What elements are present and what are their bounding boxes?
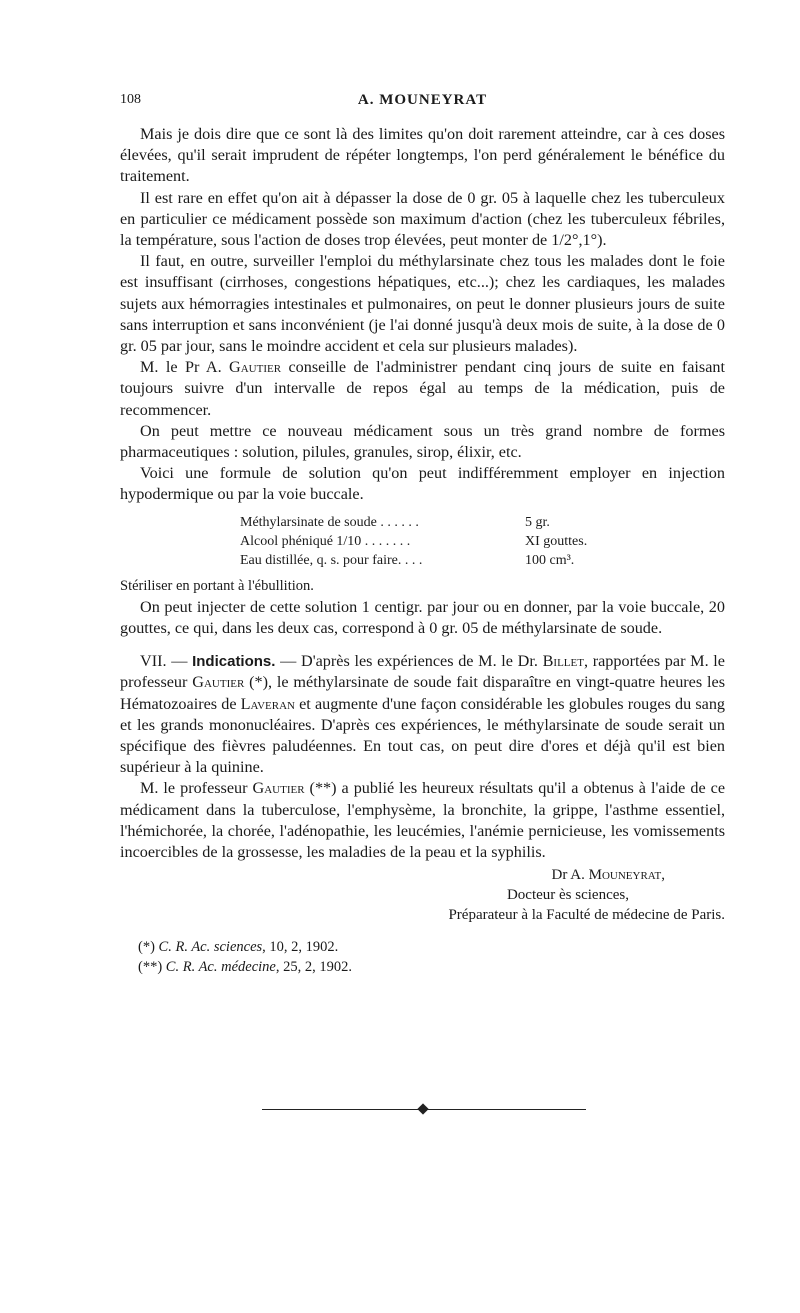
signature-name: Dr A. Mouneyrat,	[551, 867, 665, 884]
formula-item: Eau distillée, q. s. pour faire. . . .	[240, 552, 423, 568]
formula-quantity: 5 gr.	[525, 514, 550, 530]
paragraph-indications: VII. — Indications. — D'après les expériences de M. le Dr. Billet, rapportées par M. le professeur Gautier (*), le méthylarsinate de soude fait disparaître en vingt-quatre heures les Hématozoaires de Laveran et augmente d'une façon considérable les globules rouges du sang et les grands mononucléaires. D'après ces expériences, le méthylarsinate de soude serait un spécifique des fièvres paludéennes. En tout cas, on peut dire d'ores et déjà qu'il est bien supérieur à la quinine.	[120, 652, 726, 777]
section-heading: Indications.	[192, 653, 276, 671]
footnote: (*) C. R. Ac. sciences, 10, 2, 1902.	[138, 939, 339, 956]
formula-quantity: 100 cm³.	[525, 552, 575, 568]
signature	[120, 865, 725, 925]
formula-row	[240, 532, 725, 551]
paragraph-results: M. le professeur Gautier (**) a publié les heureux résultats qu'il a obtenus à l'aide de ce médicament dans la tuberculose, l'emphysème, la bronchite, la grippe, l'asthme essentiel, l'hémichorée, la chorée, l'adénopathie, les leucémies, l'anémie pernicieuse, les vomissements incoercibles de la grossesse, les maladies de la peau et la syphilis.	[120, 779, 725, 862]
paragraph-gautier-advice: M. le Pr A. Gautier conseille de l'administrer pendant cinq jours de suite en faisant toujours suivre d'un intervalle de repos égal au temps de la médication, puis de recommencer.	[120, 358, 725, 419]
paragraph-dosage: On peut injecter de cette solution 1 centigr. par jour ou en donner, par la voie buccale, 20 gouttes, ce qui, dans les deux cas, correspond à 0 gr. 05 de méthylarsinate de soude.	[120, 597, 725, 638]
diamond-icon	[417, 1103, 428, 1114]
paragraph-limits: Mais je dois dire que ce sont là des limites qu'on doit rarement atteindre, car à ces doses élevées, qu'il serait imprudent de répéter longtemps, l'on perd généralement le bénéfice du traitement.	[120, 125, 725, 186]
formula-quantity: XI gouttes.	[525, 533, 588, 549]
sterilize-note: Stériliser en portant à l'ébullition.	[120, 577, 314, 594]
formula-row	[240, 513, 725, 532]
footnote: (**) C. R. Ac. médecine, 25, 2, 1902.	[138, 959, 352, 976]
signature-title: Docteur ès sciences,	[506, 887, 629, 904]
paragraph-forms: On peut mettre ce nouveau médicament sous un très grand nombre de formes pharmaceutiques : solution, pilules, granules, sirop, élixir, etc.	[120, 421, 725, 462]
page-number: 108	[120, 92, 141, 107]
paragraph-dose: Il est rare en effet qu'on ait à dépasser la dose de 0 gr. 05 à laquelle chez les tuberculeux en particulier ce médicament possède son maximum d'action (chez les tuberculeux fébriles, la température, sous l'action de doses trop élevées, peut monter de 1/2°,1°).	[120, 188, 725, 250]
section-spacer	[120, 639, 725, 651]
page-body	[120, 124, 725, 977]
header-title: A. MOUNEYRAT	[357, 92, 488, 108]
author-name: Gautier	[229, 358, 282, 377]
formula-row	[240, 551, 725, 570]
formula	[240, 513, 725, 570]
footnotes	[138, 937, 725, 977]
signature-affiliation: Préparateur à la Faculté de médecine de Paris.	[448, 907, 725, 924]
formula-item: Méthylarsinate de soude . . . . . .	[240, 514, 419, 530]
formula-item: Alcool phéniqué 1/10 . . . . . . .	[240, 533, 411, 549]
running-head	[120, 92, 725, 114]
end-ornament-rule	[262, 1100, 586, 1120]
paragraph-precautions: Il faut, en outre, surveiller l'emploi du méthylarsinate chez tous les malades dont le foie est insuffisant (cirrhoses, congestions hépatiques, etc...); chez les cardiaques, les malades sujets aux hémorragies intestinales et pulmonaires, on peut le donner plusieurs jours de suite sans interruption et sans inconvénient (je l'ai donné jusqu'à deux mois de suite, à la dose de 0 gr. 05 par jour, sans le moindre accident et cela sur plusieurs malades).	[120, 252, 725, 356]
paragraph-formula-intro: Voici une formule de solution qu'on peut indifféremment employer en injection hypodermique ou par la voie buccale.	[120, 464, 725, 504]
